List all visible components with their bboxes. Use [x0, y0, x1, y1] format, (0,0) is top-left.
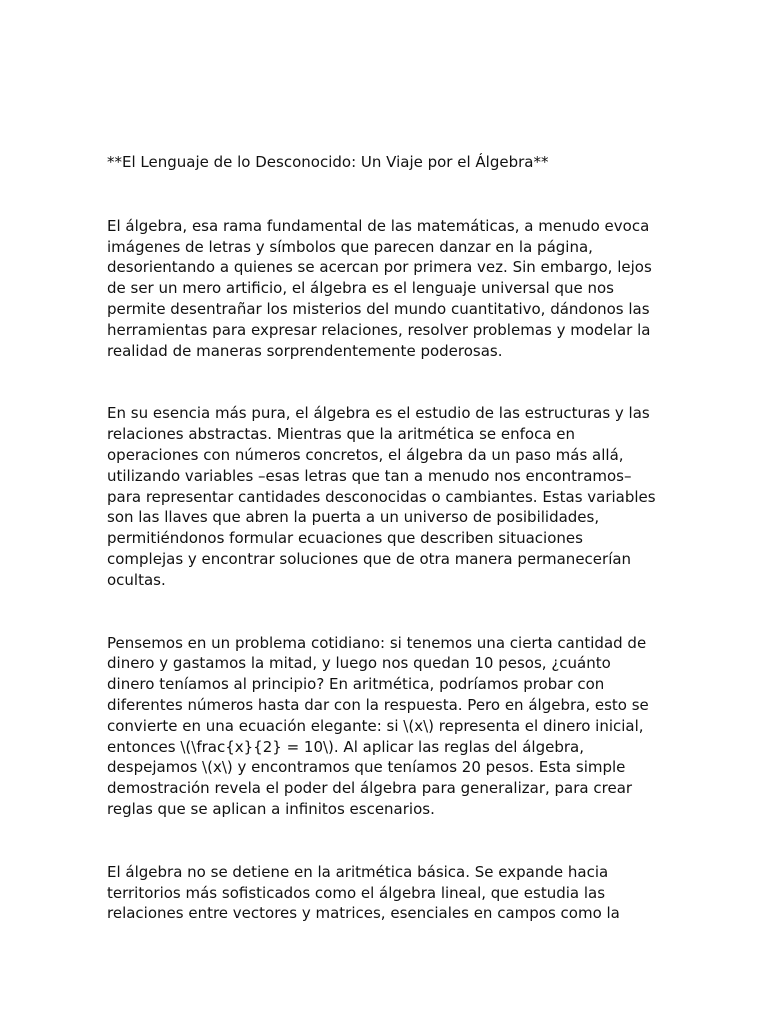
paragraph-advanced: El álgebra no se detiene en la aritmética básica. Se expande hacia territorios más sofisticados como el álgebra lineal, que estudia las relaciones entre vectores y matrices, esenciales en campos como la	[107, 862, 620, 923]
document-page	[107, 152, 667, 966]
document-title: **El Lenguaje de lo Desconocido: Un Viaje por el Álgebra**	[107, 153, 549, 171]
paragraph-essence: En su esencia más pura, el álgebra es el estudio de las estructuras y las relaciones abstractas. Mientras que la aritmética se enfoca en operaciones con números concretos, el álgebra da un paso más allá, utilizando variables –esas letras que tan a menudo nos encontramos– para representar cantidades desconocidas o cambiantes. Estas variables son las llaves que abren la puerta a un universo de posibilidades, permitiéndonos formular ecuaciones que describen situaciones complejas y encontrar soluciones que de otra manera permanecerían ocultas.	[107, 404, 656, 589]
paragraph-example: Pensemos en un problema cotidiano: si tenemos una cierta cantidad de dinero y gastamos la mitad, y luego nos quedan 10 pesos, ¿cuánto dinero teníamos al principio? En aritmética, podríamos probar con diferentes números hasta dar con la respuesta. Pero en álgebra, esto se convierte en una ecuación elegante: si \(x\) representa el dinero inicial, entonces \(\frac{x}{2} = 10\). Al aplicar las reglas del álgebra, despejamos \(x\) y encontramos que teníamos 20 pesos. Esta simple demostración revela el poder del álgebra para generalizar, para crear reglas que se aplican a infinitos escenarios.	[107, 633, 649, 818]
paragraph-intro: El álgebra, esa rama fundamental de las matemáticas, a menudo evoca imágenes de letras y símbolos que parecen danzar en la página, desorientando a quienes se acercan por primera vez. Sin embargo, lejos de ser un mero artificio, el álgebra es el lenguaje universal que nos permite desentrañar los misterios del mundo cuantitativo, dándonos las herramientas para expresar relaciones, resolver problemas y modelar la realidad de maneras sorprendentemente poderosas.	[107, 216, 652, 360]
